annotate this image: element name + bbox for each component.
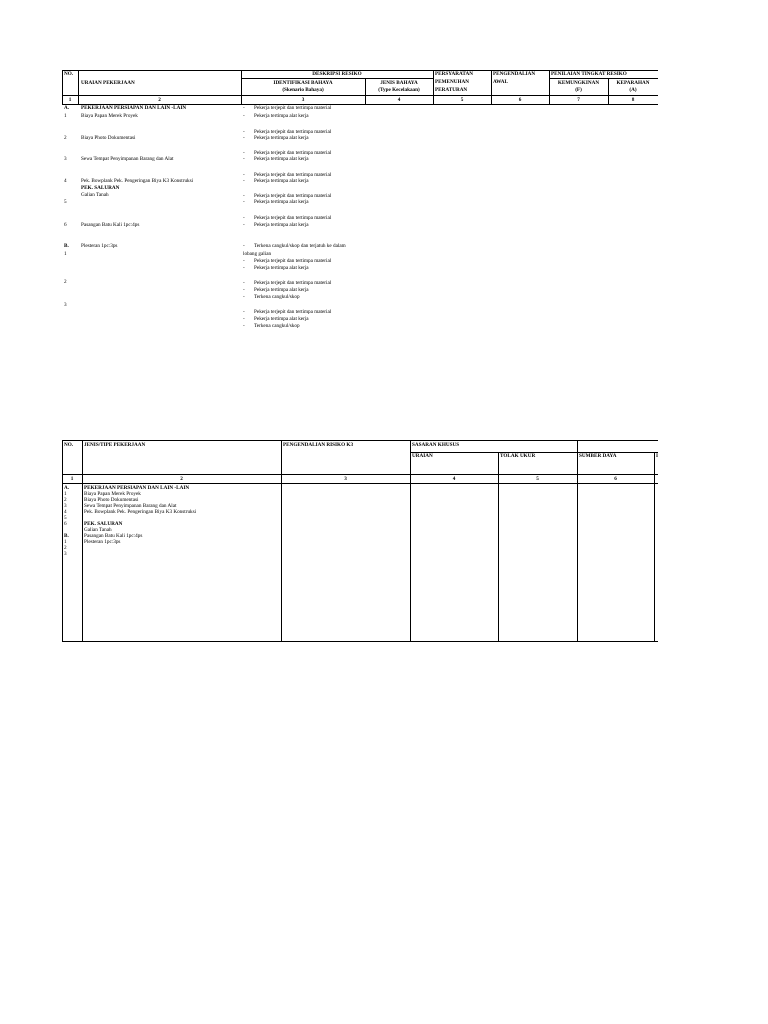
header-uraian: URAIAN xyxy=(412,453,433,459)
hazard-text: Terkena cangkul/skop dan terjatuh ke dalam xyxy=(254,243,346,249)
hazard-text: Pekerja terjepit dan tertimpa material xyxy=(254,280,332,286)
hazard-dash: - xyxy=(243,105,245,111)
hazard-dash: - xyxy=(243,172,245,178)
hazard-text: Pekerja terjepit dan tertimpa material xyxy=(254,309,332,315)
row-no: 1 xyxy=(64,113,67,119)
header-jenis-tipe-pekerjaan: JENIS/TIPE PEKERJAAN xyxy=(84,442,146,448)
row-no: 5 xyxy=(64,199,67,205)
header-keparahan: KEPARAHAN xyxy=(616,80,650,86)
hazard-dash: - xyxy=(243,294,245,300)
header-f: (F) xyxy=(575,87,582,93)
row-no: 2 xyxy=(64,545,67,551)
row-no: 1 xyxy=(64,539,67,545)
hazard-dash: - xyxy=(243,156,245,162)
hazard-dash: - xyxy=(243,243,245,249)
row-no: 2 xyxy=(64,135,67,141)
hazard-dash: - xyxy=(243,258,245,264)
column-number: 6 xyxy=(518,97,522,103)
row-no: 3 xyxy=(64,302,67,308)
column-number: 8 xyxy=(631,97,635,103)
hazard-text: Pekerja terjepit dan tertimpa material xyxy=(254,172,332,178)
column-number: 6 xyxy=(614,476,617,482)
row-no: 6 xyxy=(64,222,67,228)
hazard-dash: - xyxy=(243,309,245,315)
row-no: B. xyxy=(64,533,69,539)
row-work: PEK. SALURAN xyxy=(84,521,123,527)
column-number: 3 xyxy=(301,97,305,103)
header-identifikasi-bahaya: IDENTIFIKASI BAHAYA xyxy=(273,80,333,86)
row-no: 1 xyxy=(64,491,67,497)
hazard-dash: - xyxy=(243,265,245,271)
row-work: Plesteran 1pc:3ps xyxy=(84,539,121,545)
row-work: Sewa Tempat Penyimpanan Barang dan Alat xyxy=(84,503,177,509)
hazard-dash: - xyxy=(243,135,245,141)
row-no: 1 xyxy=(64,251,67,257)
hazard-dash: - xyxy=(243,150,245,156)
row-no: A. xyxy=(64,105,70,111)
column-number: 5 xyxy=(536,476,539,482)
row-work: Pek. Bowplank Pek. Pengeringan Biya K3 Konstruksi xyxy=(84,509,197,515)
header-no: NO. xyxy=(64,71,74,77)
header-skenario-bahaya: (Skenario Bahaya) xyxy=(282,87,324,93)
hazard-dash: - xyxy=(243,323,245,329)
row-work: Galian Tanah xyxy=(81,192,109,198)
hazard-text: Pekerja tertimpa alat kerja xyxy=(254,178,309,184)
row-work: Biaya Papan Merek Proyek xyxy=(81,113,138,119)
header-no: NO. xyxy=(64,442,74,448)
row-work: Pasangan Batu Kali 1pc:4ps xyxy=(81,222,140,228)
row-no: 2 xyxy=(64,497,67,503)
hazard-text: Pekerja tertimpa alat kerja xyxy=(254,135,309,141)
header-persyaratan-2: PEMENUHAN xyxy=(435,79,470,85)
row-work: PEK. SALURAN xyxy=(81,185,120,191)
row-work: Biaya Photo Dokumentasi xyxy=(84,497,139,503)
row-work: Galian Tanah xyxy=(84,527,112,533)
hazard-dash: - xyxy=(243,287,245,293)
column-number: 1 xyxy=(70,476,74,482)
row-work: PEKERJAAN PERSIAPAN DAN LAIN -LAIN xyxy=(84,485,190,491)
hazard-text: lobang galian xyxy=(243,251,272,257)
header-uraian-pekerjaan: URAIAN PEKERJAAN xyxy=(81,80,135,86)
header-sasaran-khusus: SASARAN KHUSUS xyxy=(412,442,460,448)
header-penilaian-tingkat-resiko: PENILAIAN TINGKAT RESIKO xyxy=(551,71,627,77)
hazard-dash: - xyxy=(243,199,245,205)
hazard-text: Pekerja tertimpa alat kerja xyxy=(254,199,309,205)
hazard-text: Pekerja tertimpa alat kerja xyxy=(254,156,309,162)
hazard-text: Pekerja terjepit dan tertimpa material xyxy=(254,129,332,135)
header-persyaratan-3: PERATURAN xyxy=(435,87,468,93)
header-pengendalian-2: AWAL xyxy=(493,79,508,85)
hazard-dash: - xyxy=(243,113,245,119)
header-type-kecelakaan: (Type Kecelakaan) xyxy=(378,87,420,93)
hazard-dash: - xyxy=(243,215,245,221)
header-cut-off: I xyxy=(656,453,659,459)
hazard-text: Pekerja terjepit dan tertimpa material xyxy=(254,258,332,264)
column-number: 1 xyxy=(68,97,72,103)
hazard-dash: - xyxy=(243,222,245,228)
column-number: 2 xyxy=(180,476,183,482)
hazard-text: Pekerja tertimpa alat kerja xyxy=(254,222,309,228)
row-no: A. xyxy=(64,485,70,491)
hazard-dash: - xyxy=(243,193,245,199)
hazard-text: Pekerja terjepit dan tertimpa material xyxy=(254,105,332,111)
row-no: 4 xyxy=(64,509,67,515)
row-no: B. xyxy=(64,243,69,249)
row-no: 3 xyxy=(64,503,67,509)
header-deskripsi-resiko: DESKRIPSI RESIKO xyxy=(312,71,362,77)
hazard-text: Pekerja terjepit dan tertimpa material xyxy=(254,150,332,156)
hazard-dash: - xyxy=(243,280,245,286)
header-jenis-bahaya: JENIS BAHAYA xyxy=(380,80,418,86)
row-work: Plesteran 1pc:3ps xyxy=(81,243,118,249)
row-no: 3 xyxy=(64,551,67,557)
header-persyaratan-1: PERSYARATAN xyxy=(435,71,473,77)
row-no: 4 xyxy=(64,178,67,184)
hazard-text: Pekerja terjepit dan tertimpa material xyxy=(254,215,332,221)
column-number: 2 xyxy=(158,97,161,103)
hazard-dash: - xyxy=(243,316,245,322)
hazard-text: Pekerja tertimpa alat kerja xyxy=(254,113,309,119)
hazard-text: Pekerja tertimpa alat kerja xyxy=(254,287,309,293)
header-sumber-daya: SUMBER DAYA xyxy=(579,453,617,459)
header-a: (A) xyxy=(629,87,637,93)
hazard-dash: - xyxy=(243,129,245,135)
row-no: 5 xyxy=(64,515,67,521)
column-number: 3 xyxy=(344,476,347,482)
column-number: 4 xyxy=(452,476,456,482)
row-work: Biaya Papan Merek Proyek xyxy=(84,491,141,497)
hazard-dash: - xyxy=(243,178,245,184)
hazard-text: Pekerja tertimpa alat kerja xyxy=(254,316,309,322)
row-work: PEKERJAAN PERSIAPAN DAN LAIN -LAIN xyxy=(81,105,187,111)
hazard-text: Terkena cangkul/skop xyxy=(254,294,300,300)
row-work: Pek. Bowplank Pek. Pengeringan Biya K3 Konstruksi xyxy=(81,178,194,184)
row-work: Pasangan Batu Kali 1pc:4ps xyxy=(84,533,143,539)
column-number: 5 xyxy=(460,97,464,103)
hazard-text: Pekerja tertimpa alat kerja xyxy=(254,265,309,271)
row-work: Sewa Tempat Penyimpanan Barang dan Alat xyxy=(81,156,174,162)
row-no: 2 xyxy=(64,279,67,285)
column-number: 7 xyxy=(577,97,580,103)
row-no: 3 xyxy=(64,156,67,162)
header-tolak-ukur: TOLAK UKUR xyxy=(500,453,536,459)
header-kemungkinan: KEMUNGKINAN xyxy=(557,80,600,86)
column-number: 4 xyxy=(397,97,401,103)
header-pengendalian-1: PENGENDALIAN xyxy=(493,71,536,77)
header-pengendalian-risiko: PENGENDALIAN RISIKO K3 xyxy=(283,442,354,448)
hazard-text: Terkena cangkul/skop xyxy=(254,323,300,329)
row-no: 6 xyxy=(64,521,67,527)
hazard-text: Pekerja terjepit dan tertimpa material xyxy=(254,193,332,199)
row-work: Biaya Photo Dokumentasi xyxy=(81,135,136,141)
